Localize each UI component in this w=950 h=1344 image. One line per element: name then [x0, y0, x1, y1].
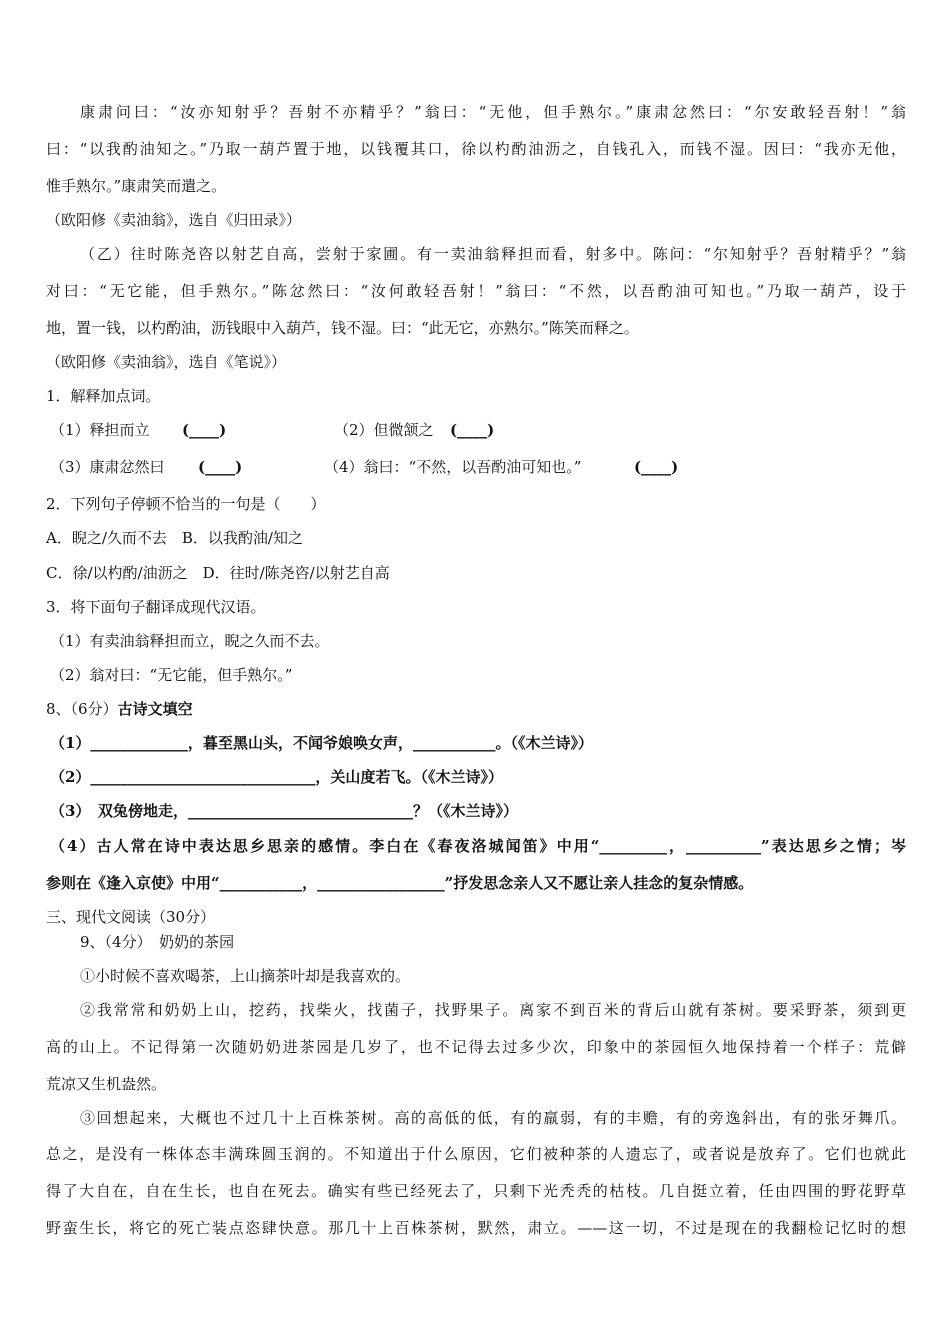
q8-item-4-line-2: 参则在《逢入京使》中用“___________，_________________”抒发思念亲人又不愿让亲人挂念的复杂情感。	[46, 874, 754, 892]
reading-paragraph-1: ①小时候不喜欢喝茶，上山摘茶叶却是我喜欢的。	[80, 967, 411, 985]
q8-item-3: （3） 双兔傍地走，______________________________？（《木兰诗》）	[50, 802, 518, 820]
passage-jia-line-1: 康肃问曰：“汝亦知射乎？吾射不亦精乎？”翁曰：“无他，但手熟尔。”康肃忿然曰：“尔安敢轻吾射！”翁	[80, 103, 906, 121]
q2-options-1: A．睨之/久而不去 B．以我酌油/知之	[46, 529, 303, 547]
passage-jia-source: （欧阳修《卖油翁》，选自《归田录》）	[46, 211, 302, 229]
q8-item-1: （1）_____________，暮至黑山头，不闻爷娘唤女声，___________。（《木兰诗》）	[50, 734, 593, 752]
reading-paragraph-2-line-2: 高的山上。不记得第一次随奶奶进茶园是几岁了，也不记得去过多少次，印象中的茶园恒久地保持着一个样子：荒僻	[46, 1038, 906, 1056]
q1-blank-2[interactable]: (____)	[450, 421, 495, 439]
passage-yi-line-3: 地，置一钱，以杓酌油，沥钱眼中入葫芦，钱不湿。曰：“此无它，亦熟尔。”陈笑而释之。	[46, 319, 639, 337]
q8-item-4-line-1: （4）古人常在诗中表达思乡思亲的感情。李白在《春夜洛城闻笛》中用“_________，__________”表达思乡之情；岑	[50, 837, 906, 855]
passage-yi-line-1: （乙）往时陈尧咨以射艺自高，尝射于家圃。有一卖油翁释担而看，射多中。陈问：“尔知射乎？吾射精乎？”翁	[80, 245, 906, 263]
section-3-title: 三、现代文阅读（30分）	[46, 908, 216, 926]
q2-title: 2．下列句子停顿不恰当的一句是（ ）	[46, 495, 326, 513]
q3-item-2: （2）翁对曰：“无它能，但手熟尔。”	[50, 666, 293, 684]
reading-paragraph-3-line-3: 得了大自在，自在生长，也自在死去。确实有些已经死去了，只剩下光秃秃的枯枝。几自挺立着，任由四围的野花野草	[46, 1182, 906, 1200]
q1-item-3: （3）康肃忿然曰	[50, 458, 165, 476]
q9-title: 9、（4分） 奶奶的茶园	[80, 933, 235, 951]
q2-options-2: C．徐/以杓酌/油沥之 D．往时/陈尧咨/以射艺自高	[46, 564, 390, 582]
q8-heading	[46, 699, 906, 719]
passage-yi-source: （欧阳修《卖油翁》，选自《笔说》）	[46, 353, 287, 371]
q1-blank-4[interactable]: (____)	[634, 458, 679, 476]
q1-item-4: （4）翁曰：“不然，以吾酌油可知也。”	[324, 458, 582, 476]
reading-paragraph-3-line-4: 野蛮生长，将它的死亡装点恣肆快意。那几十上百株茶树，默然，肃立。——这一切，不过是现在的我翻检记忆时的想	[46, 1219, 906, 1237]
q1-blank-3[interactable]: (____)	[198, 458, 243, 476]
reading-paragraph-2-line-1: ②我常常和奶奶上山，挖药，找柴火，找菌子，找野果子。离家不到百米的背后山就有茶树。要采野茶，须到更	[80, 1001, 906, 1019]
q1-item-1: （1）释担而立	[50, 421, 150, 439]
q8-prefix: 8、（6分）	[46, 700, 118, 718]
q8-item-2: （2）______________________________，关山度若飞。（《木兰诗》）	[50, 768, 503, 786]
passage-jia-line-3: 惟手熟尔。”康肃笑而遣之。	[46, 177, 227, 195]
reading-paragraph-2-line-3: 荒凉又生机盎然。	[46, 1075, 167, 1093]
passage-jia-line-2: 曰：“以我酌油知之。”乃取一葫芦置于地，以钱覆其口，徐以杓酌油沥之，自钱孔入，而钱不湿。因曰：“我亦无他，	[46, 140, 906, 158]
q3-item-1: （1）有卖油翁释担而立，睨之久而不去。	[50, 632, 330, 650]
reading-paragraph-3-line-1: ③回想起来，大概也不过几十上百株茶树。高的高低的低，有的羸弱，有的丰赡，有的旁逸斜出，有的张牙舞爪。	[80, 1109, 906, 1127]
passage-yi-line-2: 对曰：“无它能，但手熟尔。”陈忿然曰：“汝何敢轻吾射！”翁曰：“不然，以吾酌油可知也。”乃取一葫芦，设于	[46, 282, 906, 300]
q3-title: 3．将下面句子翻译成现代汉语。	[46, 598, 266, 616]
reading-paragraph-3-line-2: 总之，是没有一株体态丰满珠圆玉润的。不知道出于什么原因，它们被种茶的人遗忘了，或者说是放弃了。它们也就此	[46, 1145, 906, 1163]
q1-title: 1．解释加点词。	[46, 387, 161, 405]
q1-blank-1[interactable]: (____)	[182, 421, 227, 439]
q1-item-2: （2）但微颔之	[334, 421, 434, 439]
q8-title: 古诗文填空	[117, 700, 193, 718]
